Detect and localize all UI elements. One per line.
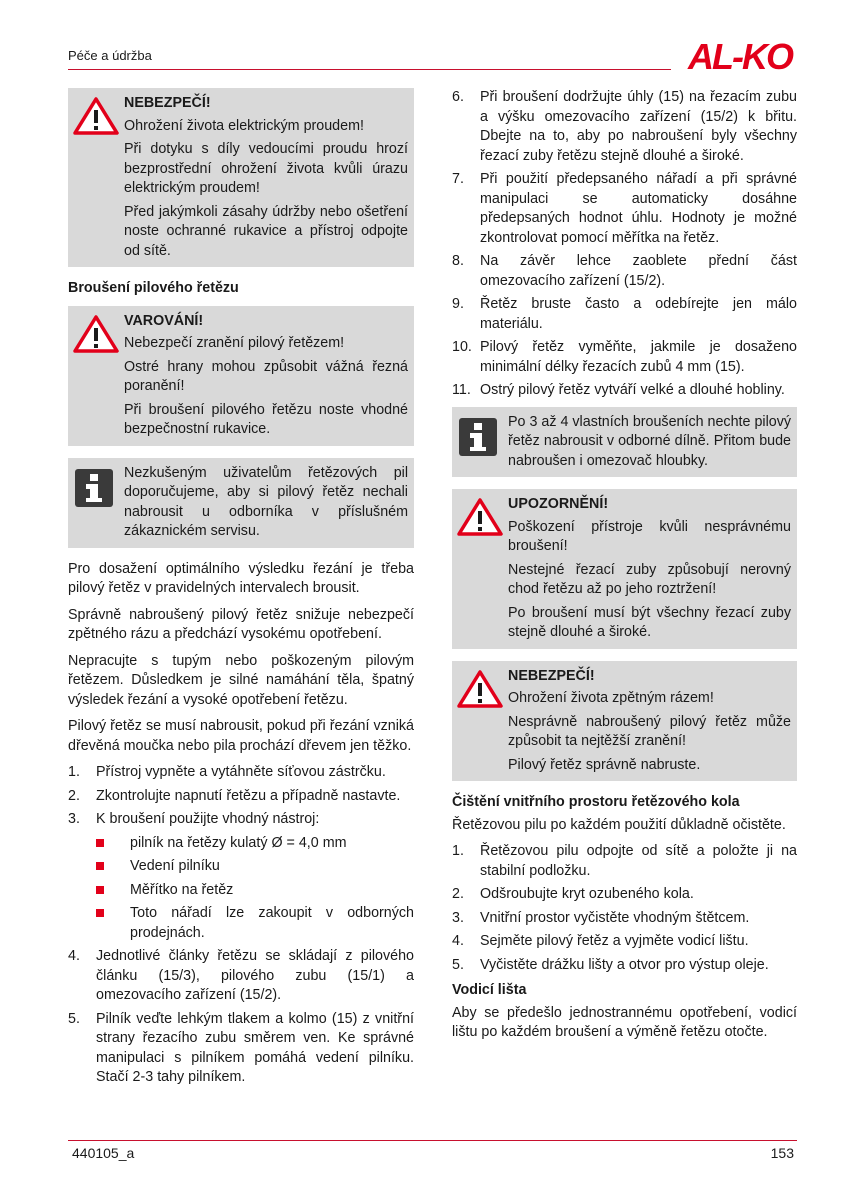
- paragraph: Aby se předešlo jednostrannému opotřebení, vodicí lištu po každém broušení a výměně řetězu otočte.: [452, 1004, 797, 1040]
- document-number: 440105_a: [72, 1145, 135, 1161]
- list-item: Měřítko na řetěz: [96, 881, 414, 901]
- notice-text: Před jakýmkoli zásahy údržby nebo ošetření noste ochranné rukavice a přístroj odpojte od sítě.: [124, 203, 408, 259]
- left-column: [68, 88, 414, 1094]
- notice-text: Ostré hrany mohou způsobit vážná řezná poranění!: [124, 358, 408, 394]
- notice-text: Ohrožení života elektrickým proudem!: [124, 117, 364, 134]
- list-item: 5. Pilník veďte lehkým tlakem a kolmo (15) z vnitřní strany řezacího zubu směrem ven. Ke správné manipulaci s pilníkem pomáhá vedení pilníku. Stačí 2-3 tahy pilníkem.: [68, 1010, 414, 1085]
- notice-text: Po broušení musí být všechny řezací zuby stejně dlouhé a široké.: [508, 604, 791, 640]
- info-notice-workshop: [452, 407, 797, 478]
- svg-text:AL-KO: AL-KO: [688, 38, 792, 74]
- page-number: 153: [770, 1145, 794, 1161]
- sharpening-steps-continued: [452, 88, 797, 401]
- notice-text: Po 3 až 4 vlastních broušeních nechte pilový řetěz nabrousit v odborné dílně. Přitom bude nabroušen i omezovač hloubky.: [508, 413, 791, 469]
- list-item: pilník na řetězy kulatý Ø = 4,0 mm: [96, 834, 414, 854]
- info-icon: [72, 466, 116, 510]
- notice-text: Při broušení pilového řetězu noste vhodné bezpečnostní rukavice.: [124, 401, 408, 437]
- danger-notice-electric: [68, 88, 414, 267]
- paragraph: Správně nabroušený pilový řetěz snižuje nebezpečí zpětného rázu a předchází vysokému opotřebení.: [68, 606, 414, 642]
- alko-logo: [682, 38, 798, 74]
- list-item: 5. Vyčistěte drážku lišty a otvor pro výstup oleje.: [452, 956, 769, 973]
- bullet-square-icon: [96, 839, 104, 847]
- list-item: 11. Ostrý pilový řetěz vytváří velké a dlouhé hobliny.: [452, 382, 785, 398]
- paragraph: Řetězovou pilu po každém použití důkladně očistěte.: [452, 816, 786, 833]
- warning-triangle-icon: [72, 96, 120, 136]
- bullet-square-icon: [96, 886, 104, 894]
- list-item: 3. Vnitřní prostor vyčistěte vhodným štětcem.: [452, 909, 750, 926]
- list-item: 9. Řetěz bruste často a odebírejte jen málo materiálu.: [452, 296, 797, 332]
- section-heading: Broušení pilového řetězu: [68, 280, 239, 296]
- paragraph: Pro dosažení optimálního výsledku řezání je třeba pilový řetěz v pravidelných intervalech brousit.: [68, 560, 414, 596]
- notice-text: Při dotyku s díly vedoucími proudu hrozí bezprostřední ohrožení života kvůli úrazu elektrickým proudem!: [124, 141, 408, 196]
- warning-triangle-icon: [72, 314, 120, 354]
- notice-title: NEBEZPEČÍ!: [508, 667, 595, 684]
- paragraph: Nepracujte s tupým nebo poškozeným pilovým řetězem. Důsledkem je silné namáhání těla, špatný výsledek řezání a vysoké opotřebení řetězu.: [68, 652, 414, 708]
- sharpening-steps: [68, 763, 414, 1088]
- list-item: 10. Pilový řetěz vyměňte, jakmile je dosaženo minimální délky řezacích zubů 4 mm (15).: [452, 339, 797, 375]
- notice-title: VAROVÁNÍ!: [124, 312, 204, 329]
- list-item: 7. Při použití předepsaného nářadí a při správné manipulaci se automaticky dosáhne předepsaných hodnot úhlu. Hodnoty je možné zkontrolovat pomocí měřítka na řetěz.: [452, 171, 797, 246]
- tool-list: [96, 834, 414, 944]
- notice-text: Nesprávně nabroušený pilový řetěz může způsobit ta nejtěžší zranění!: [508, 713, 791, 749]
- cleaning-steps: [452, 842, 797, 975]
- list-item: Vedení pilníku: [96, 857, 414, 877]
- caution-notice-damage: [452, 489, 797, 649]
- notice-text: Nebezpečí zranění pilový řetězem!: [124, 335, 345, 351]
- section-heading: Vodicí lišta: [452, 982, 527, 998]
- section-heading: Čištění vnitřního prostoru řetězového kola: [452, 794, 740, 810]
- notice-title: NEBEZPEČÍ!: [124, 95, 211, 111]
- footer-divider: [68, 1140, 797, 1141]
- danger-notice-kickback: [452, 661, 797, 782]
- header-title: Péče a údržba: [68, 48, 152, 63]
- info-icon: [456, 415, 500, 459]
- list-item: 1. Přístroj vypněte a vytáhněte síťovou zástrčku.: [68, 764, 386, 780]
- warning-triangle-icon: [456, 497, 504, 537]
- list-item: Toto nářadí lze zakoupit v odborných prodejnách.: [96, 904, 414, 943]
- notice-text: Nestejné řezací zuby způsobují nerovný chod řetězu až po jeho roztržení!: [508, 561, 791, 597]
- list-item: 2. Odšroubujte kryt ozubeného kola.: [452, 886, 694, 902]
- notice-text: Nezkušeným uživatelům řetězových pil doporučujeme, aby si pilový řetěz nechali nabrousit u odborníka v příslušném zákaznickém servisu.: [124, 464, 408, 539]
- list-item: 8. Na závěr lehce zaoblete přední část omezovacího zařízení (15/2).: [452, 253, 797, 289]
- bullet-square-icon: [96, 909, 104, 917]
- bullet-square-icon: [96, 862, 104, 870]
- info-notice-service: [68, 458, 414, 548]
- list-item: 4. Sejměte pilový řetěz a vyjměte vodicí lištu.: [452, 933, 749, 949]
- list-item: 6. Při broušení dodržujte úhly (15) na řezacím zubu a výšku omezovacího zařízení (15/2) k břitu. Dbejte na to, aby po nabroušení byly všechny řezací zuby řetězu stejně dlouhé a široké.: [452, 89, 797, 164]
- list-item: 2. Zkontrolujte napnutí řetězu a případně nastavte.: [68, 787, 401, 804]
- warning-triangle-icon: [456, 669, 504, 709]
- list-item: 4. Jednotlivé články řetězu se skládají z pilového článku (15/3), pilového zubu (15/1) a omezovacího zařízení (15/2).: [68, 948, 414, 1003]
- notice-text: Pilový řetěz správně nabruste.: [508, 756, 701, 773]
- header-divider: [68, 69, 671, 70]
- right-column: [452, 88, 797, 1050]
- list-item: 1. Řetězovou pilu odpojte od sítě a položte ji na stabilní podložku.: [452, 843, 797, 879]
- notice-title: UPOZORNĚNÍ!: [508, 496, 609, 512]
- warning-notice-injury: [68, 306, 414, 446]
- notice-text: Ohrožení života zpětným rázem!: [508, 690, 714, 706]
- notice-text: Poškození přístroje kvůli nesprávnému broušení!: [508, 518, 791, 554]
- list-item: 3. K broušení použijte vhodný nástroj: pilník na řetězy kulatý Ø = 4,0 mm Vedení pilníku Měřítko na řetěz Toto nářadí lze zakoupit v odborných prodejnách.: [68, 810, 414, 943]
- paragraph: Pilový řetěz se musí nabrousit, pokud při řezání vzniká dřevěná moučka nebo pila prochází dřevem jen těžko.: [68, 718, 414, 754]
